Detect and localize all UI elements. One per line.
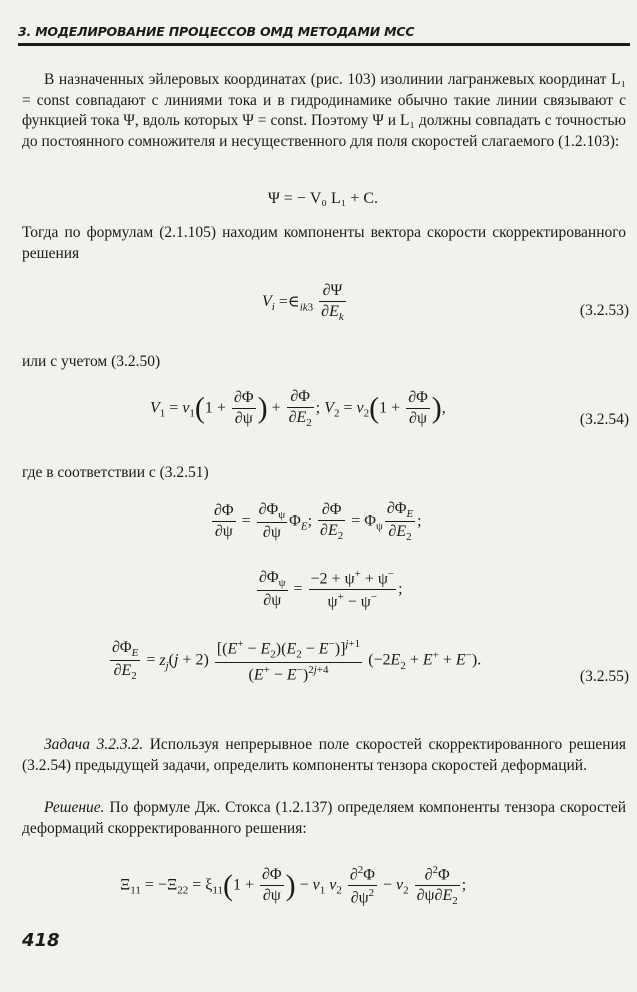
equation-3-2-55: $\frac{\partial\Phi_E}{\partial E_2}$ = $z_j(j + 2)$ $\frac{[(E^+ - E_2)(E_2 - E^-)]^{j+1}}{(E^+ - E^-)^{2j+4}}$ $(-2E_2 + E^+ + E^-)$. bbox=[112, 638, 482, 683]
paragraph-1 bbox=[22, 70, 626, 152]
equation-3-2-54: $V_1 = v_1(1$ + $\frac{\partial\Phi}{\partial\psi}$ ) + $\frac{\partial\Phi}{\partial E_2}$ ; $V_2 = v_2(1$ + $\frac{\partial\Phi}{\partial\psi}$ ), bbox=[150, 388, 446, 430]
solution-label: Решение. bbox=[44, 799, 105, 816]
equation-dphi-dpsi: $\frac{\partial\Phi}{\partial\psi}$ = $\frac{\partial\Phi_\psi}{\partial\psi}$ $\Phi_E$; $\frac{\partial\Phi}{\partial E_2}$ = $\Phi_\psi$ $\frac{\partial\Phi_E}{\partial E_2}$ ; bbox=[214, 500, 422, 544]
paragraph-1-text: В назначенных эйлеровых координатах (рис. 103) изолинии лагранжевых координат L₁ = const совпадают с линиями тока и в гидродинамике обычно такие линии связывают с функцией тока Ψ, вдоль которых Ψ = const. Поэтому Ψ и L₁ должны совпадать с точностью до постоянного сомножителя и несущественного для поля скоростей слагаемого (1.2.103): bbox=[22, 71, 626, 150]
solution-paragraph bbox=[22, 798, 626, 839]
equation-psi: Ψ = − V₀ L₁ + C. bbox=[268, 190, 379, 207]
paragraph-4 bbox=[22, 463, 626, 484]
equation-strain-rate: $\Xi_{11} = -\Xi_{22} = \xi_{11}(1$ + $\frac{\partial\Phi}{\partial\psi}$ ) − $v_1$ $v_2$ $\frac{\partial^2\Phi}{\partial\psi^2}$ − $v_2$ $\frac{\partial^2\Phi}{\partial\psi\partial E_2}$ ; bbox=[120, 864, 467, 908]
paragraph-2 bbox=[22, 223, 626, 264]
solution-text: По формуле Дж. Стокса (1.2.137) определяем компоненты тензора скоростей деформаций скорректированного решения: bbox=[22, 799, 627, 837]
eq-number-3-2-55: (3.2.55) bbox=[579, 668, 629, 685]
paragraph-4-text: где в соответствии с (3.2.51) bbox=[22, 464, 209, 481]
running-header: 3. МОДЕЛИРОВАНИЕ ПРОЦЕССОВ ОМД МЕТОДАМИ МСС bbox=[18, 24, 630, 46]
eq-number-3-2-54: (3.2.54) bbox=[579, 411, 629, 428]
paragraph-3 bbox=[22, 352, 626, 373]
paragraph-3-text: или с учетом (3.2.50) bbox=[22, 353, 161, 370]
page-number: 418 bbox=[22, 930, 60, 951]
eq-number-3-2-53: (3.2.53) bbox=[579, 302, 629, 319]
task-paragraph bbox=[22, 735, 626, 776]
paragraph-2-text: Тогда по формулам (2.1.105) находим компоненты вектора скорости скорректированного решения bbox=[22, 224, 626, 262]
equation-dphipsi: $\frac{\partial\Phi_\psi}{\partial\psi}$ = $\frac{-2 + \psi^+ + \psi^-}{\psi^+ - \psi^-}$ ; bbox=[259, 568, 403, 611]
equation-3-2-53: $V_i$ $=\in_{ik3}$ $\frac{\partial\Psi}{\partial E_k}$ bbox=[262, 282, 344, 324]
task-text: Используя непрерывное поле скоростей скорректированного решения (3.2.54) предыдущей задачи, определить компоненты тензора скоростей деформаций. bbox=[22, 736, 626, 774]
task-label: Задача 3.2.3.2. bbox=[44, 736, 144, 753]
